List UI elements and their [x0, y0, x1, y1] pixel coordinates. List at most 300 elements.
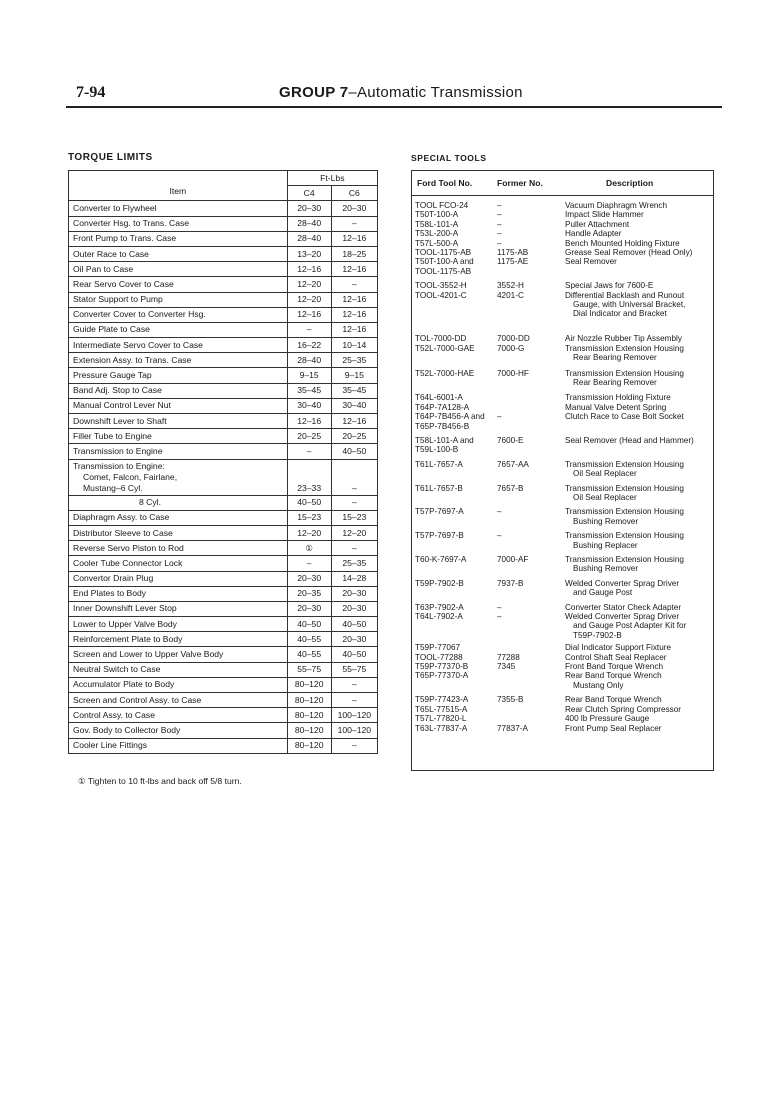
tool-description: Welded Converter Sprag Driver [565, 578, 680, 588]
tool-row [412, 460, 713, 469]
column-header-ftlbs: Ft-Lbs [287, 171, 377, 186]
former-number [497, 403, 565, 412]
former-number: – [497, 507, 502, 517]
tool-description: Front Pump Seal Replacer [565, 723, 662, 733]
tool-number: T58L-101-A [415, 219, 459, 229]
tool-description: Transmission Extension Housing [565, 343, 684, 353]
table-row [69, 292, 378, 307]
tool-number [412, 378, 497, 387]
torque-c6: – [331, 277, 377, 292]
table-row [69, 617, 378, 632]
torque-c6: 12–16 [331, 414, 377, 429]
tool-description: Manual Valve Detent Spring [565, 402, 667, 412]
tool-row [412, 714, 713, 723]
tool-group [412, 579, 713, 598]
page-header-title [279, 84, 523, 101]
tool-number: TOOL-1175-AB [415, 266, 472, 276]
tool-row [412, 662, 713, 671]
tool-description: Seal Remover [565, 257, 617, 267]
former-number [497, 422, 565, 431]
tool-number: T58L-101-A and [415, 435, 474, 445]
table-row [69, 444, 378, 459]
torque-c4: 20–30 [287, 201, 331, 216]
table-row [69, 647, 378, 662]
torque-c6: – [331, 738, 377, 753]
tool-description: Bushing Remover [573, 564, 639, 574]
tool-group [412, 555, 713, 574]
tool-row [412, 281, 713, 290]
tool-row [412, 643, 713, 652]
torque-item: Lower to Upper Valve Body [69, 617, 288, 632]
tool-row [412, 353, 713, 362]
tool-number: T50T-100-A [415, 210, 459, 220]
tool-row [412, 517, 713, 526]
tool-description: T59P-7902-B [573, 630, 622, 640]
table-row [69, 708, 378, 723]
column-header-former-no: Former No. [497, 178, 543, 188]
torque-c4: 20–30 [287, 571, 331, 586]
table-row [69, 338, 378, 353]
table-row [69, 495, 378, 510]
torque-item: Oil Pan to Case [69, 262, 288, 277]
tool-number [412, 541, 497, 550]
former-number [497, 493, 565, 502]
tool-description: Rear Band Torque Wrench [565, 695, 662, 705]
special-tools-header [412, 171, 713, 196]
tool-number: T52L-7000-HAE [415, 368, 475, 378]
torque-c4: 12–16 [287, 262, 331, 277]
table-row [69, 262, 378, 277]
tool-row [412, 603, 713, 612]
tool-row [412, 507, 713, 516]
tool-number: TOOL-3552-H [415, 281, 467, 291]
tool-number: TOOL-1175-AB [415, 248, 472, 258]
tool-row [412, 631, 713, 640]
tool-row [412, 267, 713, 276]
torque-c4: 80–120 [287, 723, 331, 738]
torque-item: Outer Race to Case [69, 246, 288, 261]
engine-row-line3: Mustang–6 Cyl. [83, 482, 143, 493]
column-header-c6: C6 [331, 186, 377, 201]
former-number: 7355-B [497, 695, 524, 705]
table-row [69, 368, 378, 383]
tool-group [412, 460, 713, 479]
table-row [69, 383, 378, 398]
torque-c4: – [287, 322, 331, 337]
torque-c6: 15–23 [331, 510, 377, 525]
tool-group [412, 436, 713, 455]
tool-row [412, 229, 713, 238]
torque-c6: 40–50 [331, 647, 377, 662]
tool-description [565, 422, 713, 431]
former-number [497, 541, 565, 550]
tool-row [412, 541, 713, 550]
torque-c6: 20–30 [331, 632, 377, 647]
tool-row [412, 681, 713, 690]
tool-number: T61L-7657-A [415, 459, 463, 469]
tool-description: Bench Mounted Holding Fixture [565, 238, 680, 248]
table-row [69, 231, 378, 246]
tool-group [412, 281, 713, 328]
torque-c4: 80–120 [287, 677, 331, 692]
tool-number [412, 631, 497, 640]
tool-description: Transmission Holding Fixture [565, 393, 671, 403]
group-subtitle: –Automatic Transmission [348, 84, 523, 101]
table-row [69, 246, 378, 261]
torque-c4: 12–20 [287, 277, 331, 292]
torque-c4: 9–15 [287, 368, 331, 383]
former-number: – [497, 229, 502, 239]
tool-number: T64P-7B456-A and [415, 412, 485, 422]
torque-item: Accumulator Plate to Body [69, 677, 288, 692]
table-row [69, 459, 378, 495]
tool-number: T57P-7697-B [415, 531, 464, 541]
torque-item: Cooler Tube Connector Lock [69, 556, 288, 571]
torque-c4: 40–50 [287, 617, 331, 632]
table-row [69, 414, 378, 429]
table-row [69, 353, 378, 368]
tool-description: and Gauge Post [573, 588, 633, 598]
table-row [69, 216, 378, 231]
former-number [497, 300, 565, 309]
former-number: 1175-AE [497, 257, 529, 267]
tool-row [412, 469, 713, 478]
table-row [69, 601, 378, 616]
torque-c6: – [331, 216, 377, 231]
former-number: 7657-AA [497, 459, 529, 469]
table-row [69, 322, 378, 337]
tool-row [412, 344, 713, 353]
tool-row [412, 309, 713, 318]
torque-footnote: ① Tighten to 10 ft-lbs and back off 5/8 turn. [78, 776, 242, 786]
column-header-item: Item [69, 171, 288, 201]
tool-number: TOOL-77288 [415, 652, 463, 662]
torque-item: Band Adj. Stop to Case [69, 383, 288, 398]
torque-c4: 20–25 [287, 429, 331, 444]
table-row [69, 398, 378, 413]
tool-group [412, 643, 713, 690]
torque-c4: 28–40 [287, 353, 331, 368]
header-rule [66, 106, 722, 108]
tool-row [412, 378, 713, 387]
torque-item: Cooler Line Fittings [69, 738, 288, 753]
tool-number: TOOL FCO-24 [415, 201, 469, 210]
tool-description: Dial Indicator Support Fixture [565, 643, 672, 653]
tool-row [412, 422, 713, 431]
former-number [497, 588, 565, 597]
torque-c4: 80–120 [287, 738, 331, 753]
torque-item: Stator Support to Pump [69, 292, 288, 307]
former-number: 7000-HF [497, 368, 529, 378]
former-number [497, 393, 565, 402]
former-number: – [497, 210, 502, 220]
tool-row [412, 300, 713, 309]
tool-number: TOL-7000-DD [415, 334, 467, 344]
tool-number: T53L-200-A [415, 229, 459, 239]
tool-row [412, 564, 713, 573]
torque-c6: 18–25 [331, 246, 377, 261]
torque-c6: 25–35 [331, 556, 377, 571]
torque-item: Transmission to Engine [69, 444, 288, 459]
tool-number: T64L-7902-A [415, 612, 463, 622]
tool-description: Clutch Race to Case Bolt Socket [565, 412, 684, 422]
former-number: – [497, 219, 502, 229]
torque-item: Extension Assy. to Trans. Case [69, 353, 288, 368]
table-row [69, 632, 378, 647]
tool-number [412, 309, 497, 318]
former-number: – [497, 531, 502, 541]
tool-number [412, 681, 497, 690]
tool-number [412, 319, 497, 328]
tool-number [412, 621, 497, 630]
table-row [69, 571, 378, 586]
tool-row [412, 412, 713, 421]
tool-description: and Gauge Post Adapter Kit for [573, 621, 687, 631]
former-number: 3552-H [497, 281, 524, 291]
former-number: 7657-B [497, 483, 524, 493]
former-number [497, 469, 565, 478]
torque-c4: 12–16 [287, 414, 331, 429]
tool-number: T63P-7902-A [415, 602, 464, 612]
tool-row [412, 588, 713, 597]
torque-item: Rear Servo Cover to Case [69, 277, 288, 292]
table-row [69, 586, 378, 601]
table-row [69, 662, 378, 677]
former-number [497, 621, 565, 630]
tool-description [565, 267, 713, 276]
torque-c4: 15–23 [287, 510, 331, 525]
torque-item: Downshift Lever to Shaft [69, 414, 288, 429]
torque-c6: 35–45 [331, 383, 377, 398]
tool-number [412, 469, 497, 478]
table-row [69, 723, 378, 738]
tool-number: T64P-7A128-A [415, 402, 470, 412]
former-number: 7937-B [497, 578, 524, 588]
torque-item: Manual Control Lever Nut [69, 398, 288, 413]
tool-group [412, 369, 713, 388]
tool-number: T57L-77820-L [415, 714, 467, 724]
tool-row [412, 445, 713, 454]
tool-row [412, 201, 713, 210]
torque-c6: 14–28 [331, 571, 377, 586]
former-number [497, 705, 565, 714]
tool-number: T60-K-7697-A [415, 555, 467, 564]
torque-limits-table [68, 170, 378, 754]
engine-row-c6: – [331, 459, 377, 495]
torque-c4: 55–75 [287, 662, 331, 677]
torque-c4: – [287, 444, 331, 459]
torque-c4: 28–40 [287, 216, 331, 231]
torque-item: Distributor Sleeve to Case [69, 525, 288, 540]
table-row [69, 677, 378, 692]
tool-description: Converter Stator Check Adapter [565, 602, 682, 612]
tool-row [412, 393, 713, 402]
former-number [497, 378, 565, 387]
torque-item: End Plates to Body [69, 586, 288, 601]
former-number: 7345 [497, 662, 516, 672]
special-tools-title: SPECIAL TOOLS [411, 153, 487, 163]
former-number: – [497, 201, 502, 210]
torque-c4: 20–30 [287, 601, 331, 616]
tool-number: T52L-7000-GAE [415, 343, 475, 353]
tool-row [412, 257, 713, 266]
torque-item: Inner Downshift Lever Stop [69, 601, 288, 616]
tool-description: Transmission Extension Housing [565, 531, 684, 541]
former-number: 7000-AF [497, 555, 529, 564]
tool-row [412, 695, 713, 704]
tool-row [412, 555, 713, 564]
former-number [497, 671, 565, 680]
table-row [69, 541, 378, 556]
torque-item: Screen and Lower to Upper Valve Body [69, 647, 288, 662]
tool-number [412, 564, 497, 573]
torque-c6: 10–14 [331, 338, 377, 353]
tool-description: Grease Seal Remover (Head Only) [565, 248, 693, 258]
former-number: – [497, 602, 502, 612]
tool-group [412, 603, 713, 641]
tool-number: T65P-77370-A [415, 671, 469, 681]
table-row [69, 556, 378, 571]
tool-description: Transmission Extension Housing [565, 483, 684, 493]
table-row [69, 277, 378, 292]
special-tools-rows [412, 201, 713, 733]
torque-c6: 12–20 [331, 525, 377, 540]
tool-description: Vacuum Diaphragm Wrench [565, 201, 668, 210]
torque-item: Intermediate Servo Cover to Case [69, 338, 288, 353]
former-number: 7600-E [497, 435, 524, 445]
torque-c6: 12–16 [331, 262, 377, 277]
former-number: – [497, 412, 502, 422]
torque-c4: 80–120 [287, 708, 331, 723]
former-number [497, 564, 565, 573]
tool-row [412, 334, 713, 343]
table-row [69, 738, 378, 753]
torque-c6: 20–25 [331, 429, 377, 444]
torque-c4: – [287, 556, 331, 571]
tool-description: Air Nozzle Rubber Tip Assembly [565, 334, 682, 344]
tool-description: Bushing Replacer [573, 540, 638, 550]
torque-item: Convertor Drain Plug [69, 571, 288, 586]
torque-c4: 40–55 [287, 632, 331, 647]
tool-description: Handle Adapter [565, 229, 622, 239]
torque-item: Screen and Control Assy. to Case [69, 693, 288, 708]
tool-description: Transmission Extension Housing [565, 507, 684, 517]
torque-item: Guide Plate to Case [69, 322, 288, 337]
tool-group [412, 484, 713, 503]
tool-row [412, 248, 713, 257]
torque-c6: 20–30 [331, 586, 377, 601]
tool-description: Oil Seal Replacer [573, 492, 637, 502]
torque-c6: 100–120 [331, 723, 377, 738]
tool-number [412, 493, 497, 502]
former-number [497, 681, 565, 690]
former-number: – [497, 612, 502, 622]
tool-description: Control Shaft Seal Replacer [565, 652, 667, 662]
torque-c4: 12–16 [287, 307, 331, 322]
table-row [69, 429, 378, 444]
tool-row [412, 671, 713, 680]
torque-c6: 40–50 [331, 617, 377, 632]
torque-c4: 28–40 [287, 231, 331, 246]
tool-description: 400 lb Pressure Gauge [565, 714, 650, 724]
former-number [497, 319, 565, 328]
former-number [497, 714, 565, 723]
torque-c6: – [331, 693, 377, 708]
tool-number: T50T-100-A and [415, 257, 474, 267]
tool-number [412, 300, 497, 309]
tool-row [412, 403, 713, 412]
former-number: 4201-C [497, 290, 524, 300]
tool-description: Gauge, with Universal Bracket, [573, 300, 686, 310]
torque-item: Filler Tube to Engine [69, 429, 288, 444]
tool-row [412, 369, 713, 378]
group-label: GROUP 7 [279, 84, 349, 101]
tool-row [412, 531, 713, 540]
table-row [69, 510, 378, 525]
engine-row-8cyl-c4: 40–50 [287, 495, 331, 510]
tool-group [412, 393, 713, 431]
engine-row-8cyl-c6: – [331, 495, 377, 510]
tool-row [412, 436, 713, 445]
tool-group [412, 695, 713, 733]
tool-group [412, 507, 713, 526]
tool-group [412, 531, 713, 550]
torque-c4: 12–20 [287, 525, 331, 540]
torque-item: Converter Hsg. to Trans. Case [69, 216, 288, 231]
torque-c4: 16–22 [287, 338, 331, 353]
former-number: 77837-A [497, 723, 528, 733]
tool-description: Transmission Extension Housing [565, 459, 684, 469]
table-row [69, 525, 378, 540]
tool-description: Transmission Extension Housing [565, 368, 684, 378]
torque-c6: 30–40 [331, 398, 377, 413]
column-header-description: Description [606, 178, 654, 188]
former-number [497, 643, 565, 652]
tool-number: T59P-77067 [415, 643, 461, 653]
tool-description: Welded Converter Sprag Driver [565, 612, 680, 622]
tool-group [412, 334, 713, 362]
tool-description: Rear Band Torque Wrench [565, 671, 662, 681]
tool-row [412, 484, 713, 493]
tool-description: Dial Indicator and Bracket [573, 309, 667, 319]
tool-row [412, 239, 713, 248]
special-tools-table [411, 170, 714, 771]
tool-row [412, 724, 713, 733]
torque-c6: 12–16 [331, 292, 377, 307]
tool-number [412, 517, 497, 526]
torque-c6: 12–16 [331, 231, 377, 246]
tool-description: Rear Bearing Remover [573, 353, 657, 363]
tool-row [412, 493, 713, 502]
torque-item: Pressure Gauge Tap [69, 368, 288, 383]
torque-c6: – [331, 541, 377, 556]
column-header-ford-tool-no: Ford Tool No. [417, 178, 473, 188]
torque-c4: 13–20 [287, 246, 331, 261]
tool-description [565, 445, 713, 454]
former-number: 77288 [497, 652, 520, 662]
former-number [497, 445, 565, 454]
tool-row [412, 612, 713, 621]
tool-number [412, 588, 497, 597]
former-number [497, 309, 565, 318]
tool-description: Special Jaws for 7600-E [565, 281, 654, 291]
tool-row [412, 653, 713, 662]
torque-c4: 20–35 [287, 586, 331, 601]
torque-c6: 9–15 [331, 368, 377, 383]
tool-description: Differential Backlash and Runout [565, 290, 685, 300]
former-number: 7000-G [497, 343, 525, 353]
tool-description [565, 319, 713, 328]
